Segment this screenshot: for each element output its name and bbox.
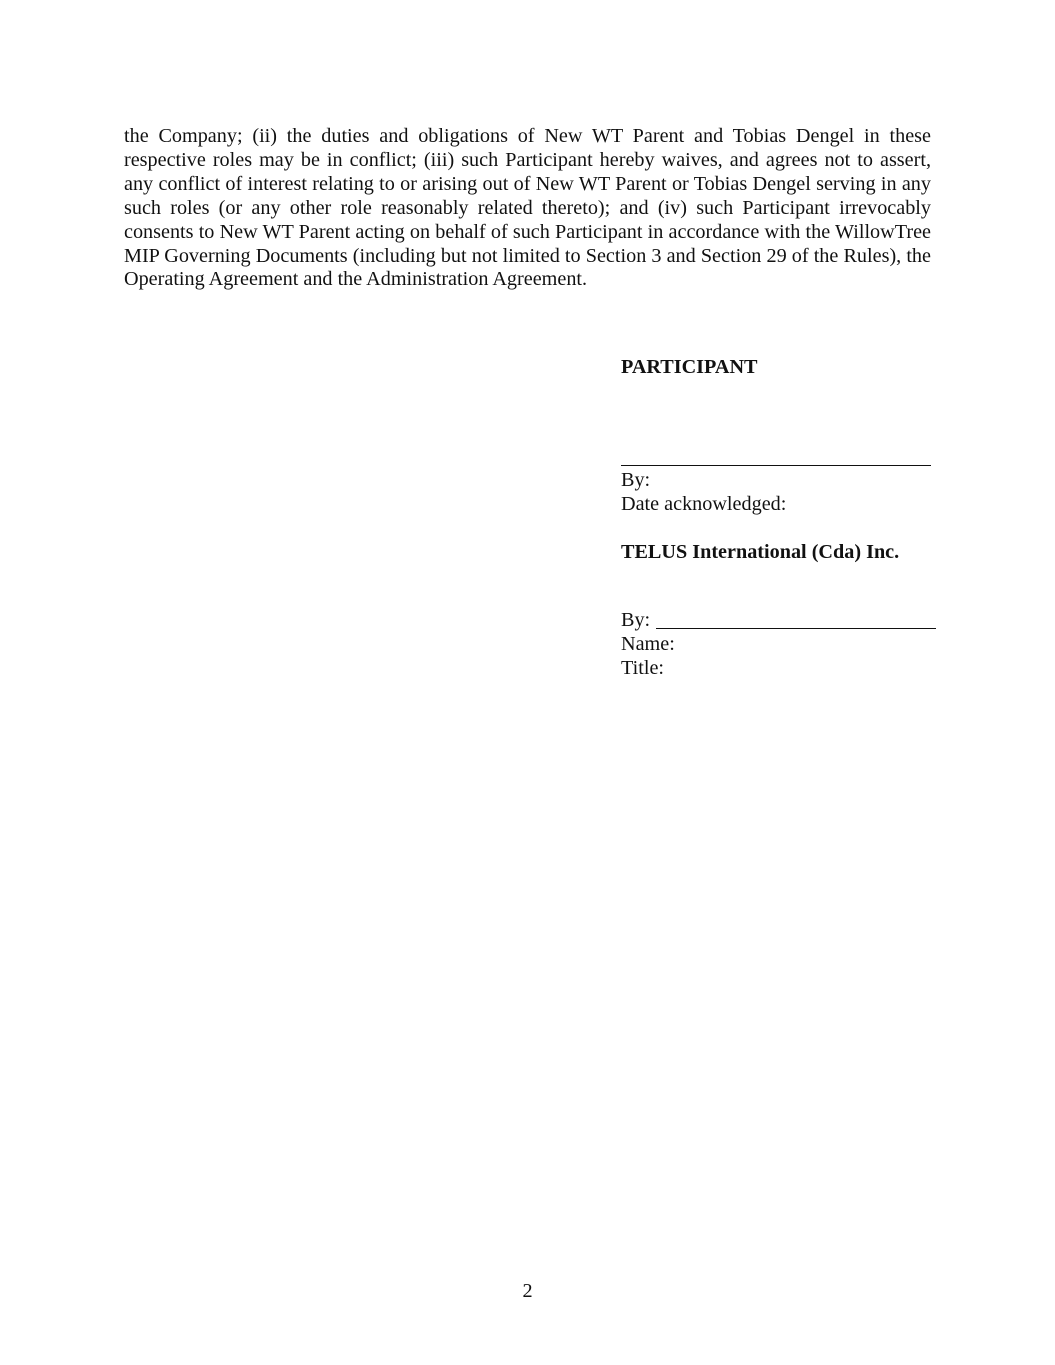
company-title-label: Title:	[621, 657, 665, 679]
page-number: 2	[522, 1280, 533, 1302]
company-heading: TELUS International (Cda) Inc.	[621, 541, 900, 563]
participant-date-acknowledged-label: Date acknowledged:	[621, 493, 787, 515]
body-paragraph: the Company; (ii) the duties and obligations of New WT Parent and Tobias Dengel in these respective roles may be in conflict; (iii) such Participant hereby waives, and agrees not to assert, any conflict of interest relating to or arising out of New WT Parent or Tobias Dengel serving in any such roles (or any other role reasonably related thereto); and (iv) such Participant irrevocably consents to New WT Parent acting on behalf of such Participant in accordance with the WillowTree MIP Governing Documents (including but not limited to Section 3 and Section 29 of the Rules), the Operating Agreement and the Administration Agreement.	[124, 125, 931, 291]
company-signature-line	[656, 628, 936, 629]
company-by-label: By:	[621, 609, 651, 631]
participant-signature-line	[621, 465, 931, 466]
participant-by-label: By:	[621, 469, 651, 491]
participant-heading: PARTICIPANT	[621, 356, 758, 378]
company-name-label: Name:	[621, 633, 675, 655]
